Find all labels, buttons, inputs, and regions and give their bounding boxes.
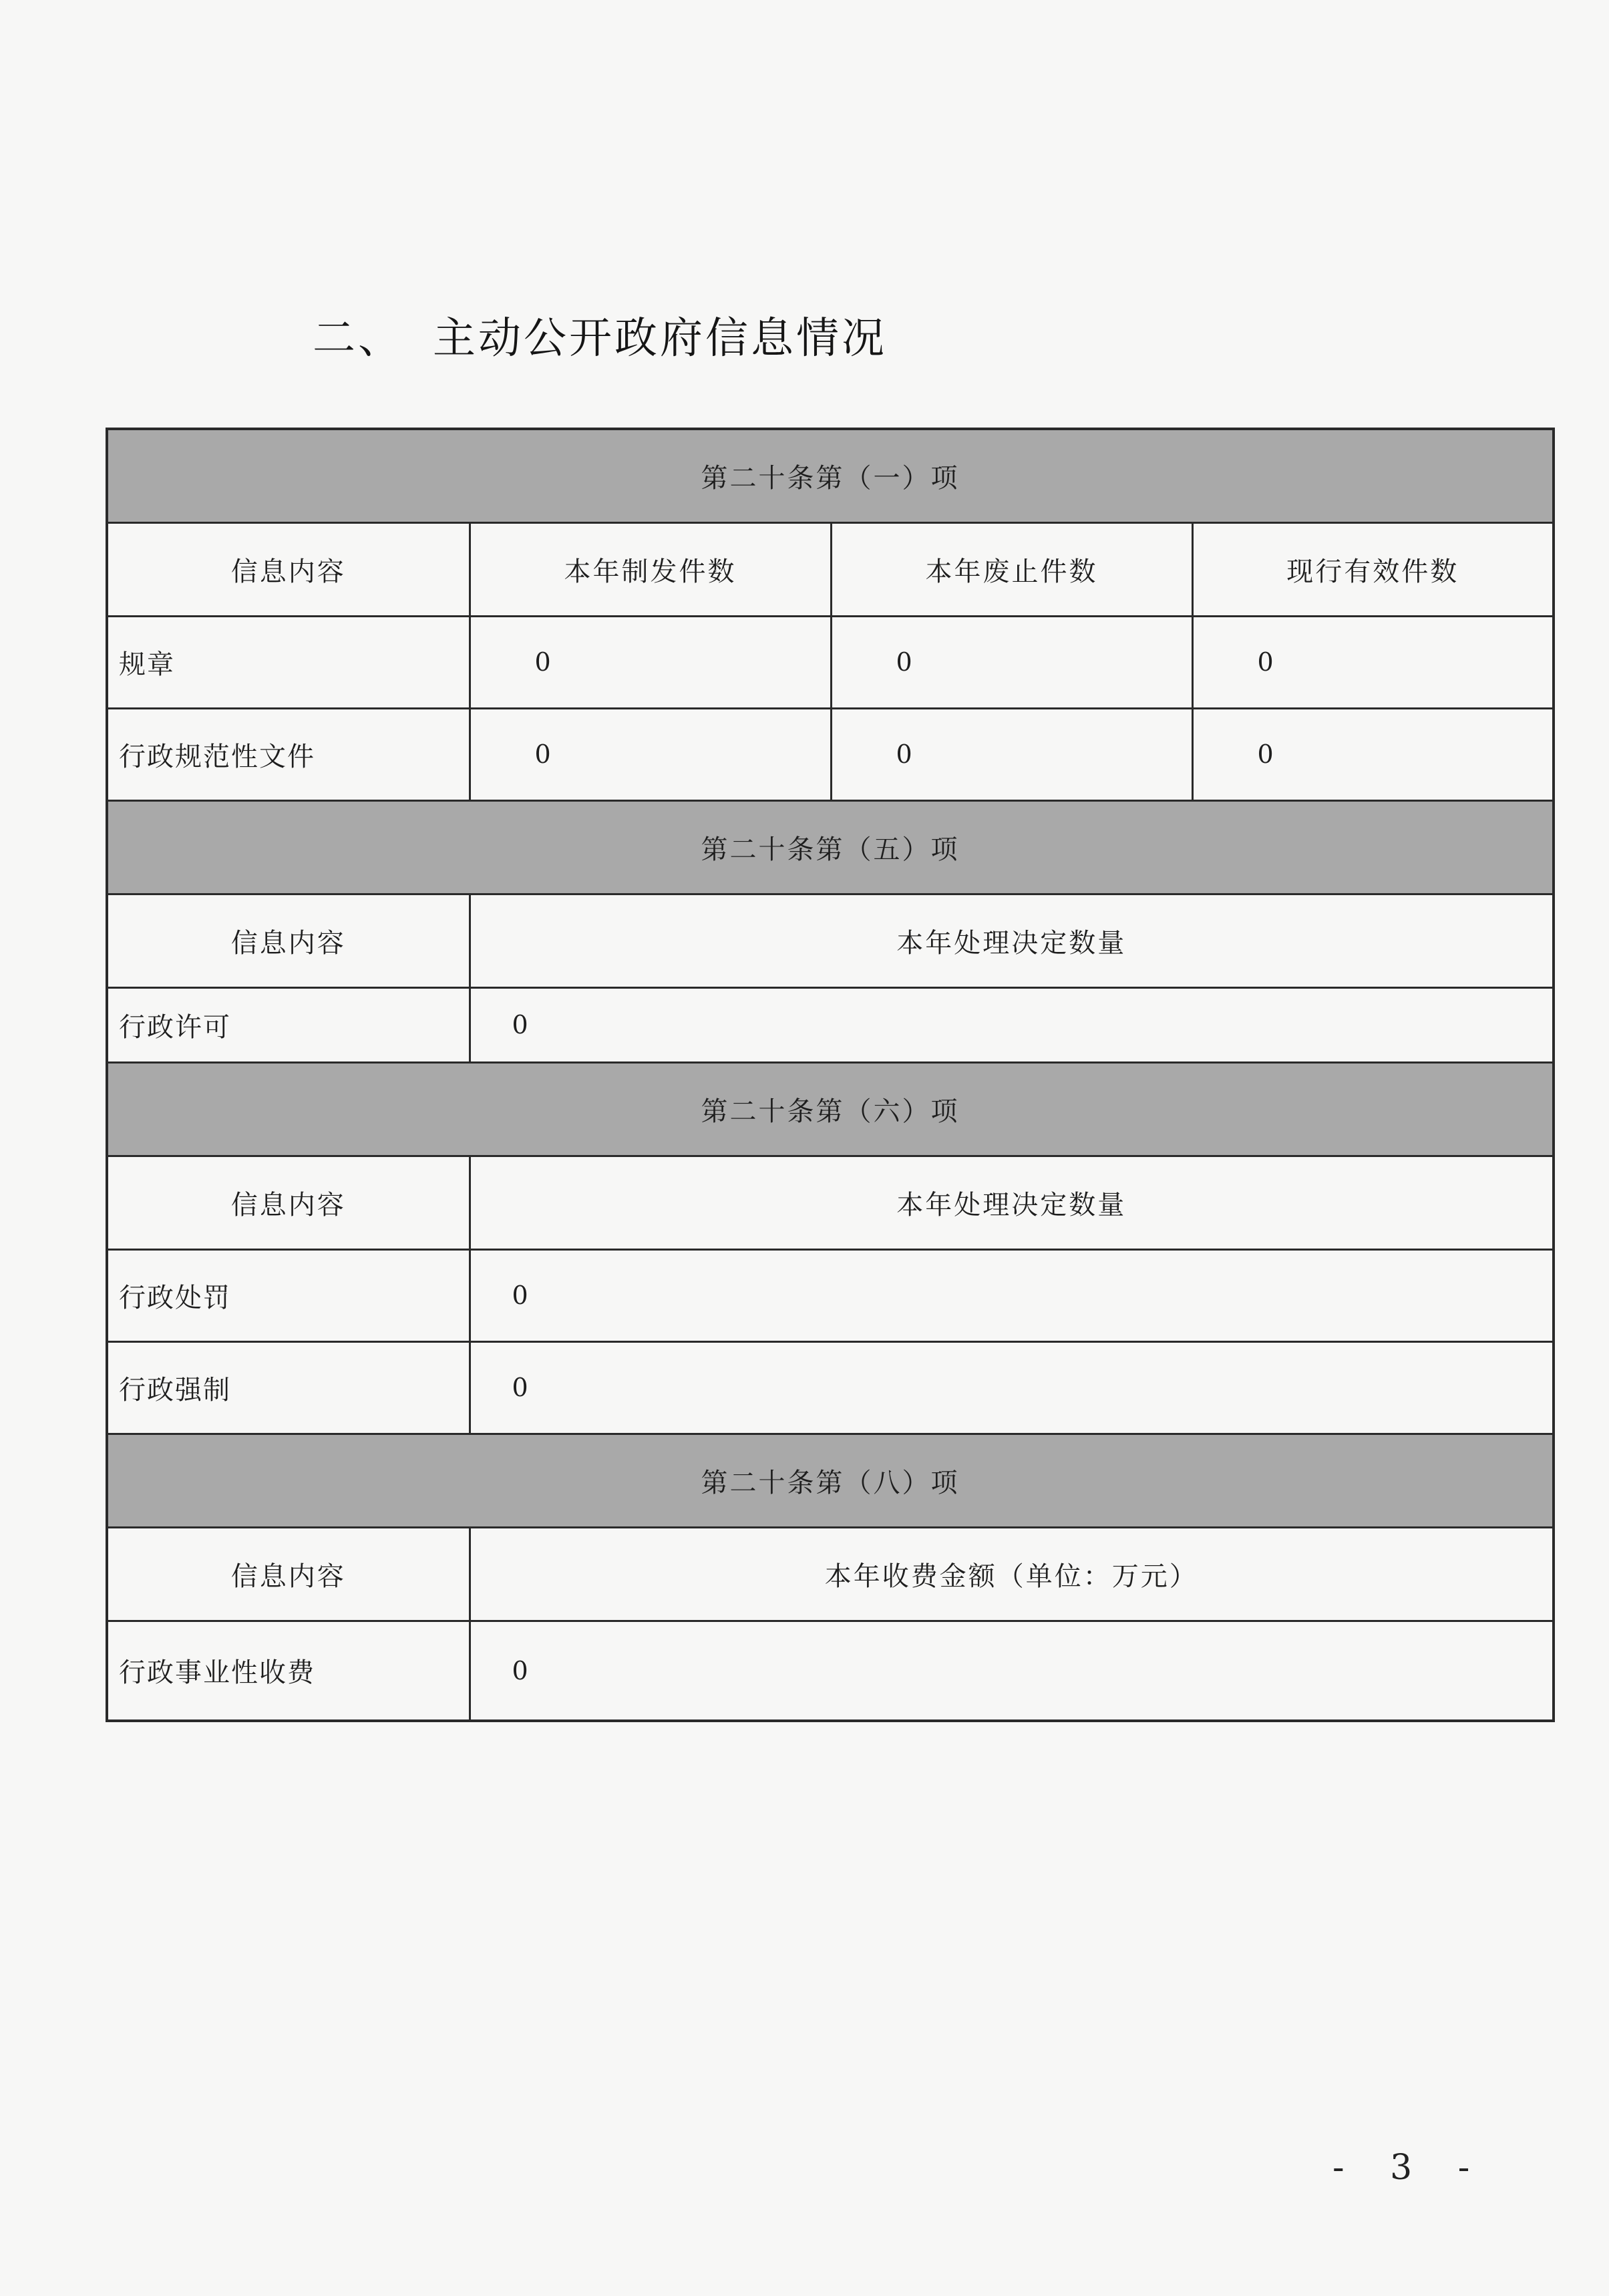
section-header-row [107,1434,1554,1527]
cell-value: 0 [470,616,831,708]
cell-value: 0 [470,1249,1554,1341]
column-header-row [107,522,1554,616]
column-header: 本年制发件数 [470,522,831,616]
section-title-text: 主动公开政府信息情况 [433,314,887,363]
section-header-row [107,800,1554,894]
cell-value: 0 [470,1341,1554,1434]
section-header: 第二十条第（八）项 [107,1434,1554,1527]
table-row [107,1249,1554,1341]
column-header: 信息内容 [107,1527,470,1621]
column-header: 本年废止件数 [831,522,1192,616]
row-label: 行政强制 [107,1341,470,1434]
column-header-row [107,894,1554,987]
cell-value: 0 [470,987,1554,1062]
section-header: 第二十条第（六）项 [107,1062,1554,1156]
table-row [107,1341,1554,1434]
cell-value: 0 [831,616,1192,708]
page-title [313,304,887,365]
column-header-row [107,1156,1554,1249]
cell-value: 0 [1192,708,1554,800]
table-row [107,987,1554,1062]
table-row [107,708,1554,800]
cell-value: 0 [470,708,831,800]
column-header-row [107,1527,1554,1621]
row-label: 行政许可 [107,987,470,1062]
cell-value: 0 [470,1621,1554,1721]
page-number: - 3 - [1332,2148,1487,2188]
table-row [107,1621,1554,1721]
row-label: 行政事业性收费 [107,1621,470,1721]
disclosure-table [106,428,1555,1722]
cell-value: 0 [831,708,1192,800]
section-number: 二、 [313,314,403,363]
column-header: 本年处理决定数量 [470,894,1554,987]
row-label: 行政规范性文件 [107,708,470,800]
column-header: 现行有效件数 [1192,522,1554,616]
column-header: 信息内容 [107,894,470,987]
column-header: 信息内容 [107,1156,470,1249]
section-header: 第二十条第（五）项 [107,800,1554,894]
row-label: 行政处罚 [107,1249,470,1341]
section-header-row [107,1062,1554,1156]
row-label: 规章 [107,616,470,708]
section-header: 第二十条第（一）项 [107,429,1554,522]
column-header: 本年处理决定数量 [470,1156,1554,1249]
table-row [107,616,1554,708]
cell-value: 0 [1192,616,1554,708]
column-header: 信息内容 [107,522,470,616]
column-header: 本年收费金额（单位：万元） [470,1527,1554,1621]
section-header-row [107,429,1554,522]
